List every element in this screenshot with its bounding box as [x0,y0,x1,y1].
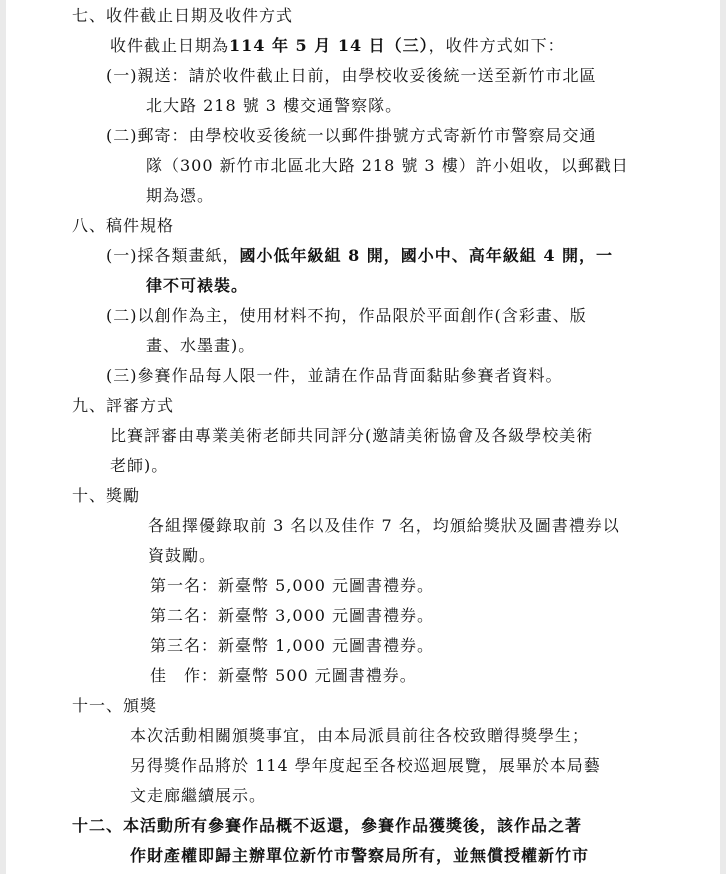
section-8-heading: 八、稿件規格 [72,216,175,235]
paper-prefix: (一)採各類畫紙， [106,246,240,265]
section-7-item-2-line-1: (二)郵寄：由學校收妥後統一以郵件掛號方式寄新竹市警察局交通 [106,126,597,145]
document-page [6,0,720,874]
section-8-item-1-line-1 [106,246,613,266]
section-7-item-1-line-1: (一)親送：請於收件截止日前，由學校收妥後統一送至新竹市北區 [106,66,597,85]
section-12-line-1: 十二、本活動所有參賽作品概不返還，參賽作品獲獎後，該作品之著 [72,816,583,835]
section-11-line-1: 本次活動相關頒獎事宜，由本局派員前往各校致贈得獎學生； [130,726,590,745]
section-7-intro [110,36,565,56]
section-10-heading: 十、獎勵 [72,486,141,505]
section-12-line-2: 作財產權即歸主辦單位新竹市警察局所有，並無償授權新竹市 [130,846,590,865]
paper-size-rule: 國小低年級組 8 開，國小中、高年級組 4 開，一 [239,246,614,265]
prize-third: 第三名：新臺幣 1,000 元圖書禮券。 [150,636,434,655]
section-9-line-1: 比賽評審由專業美術老師共同評分(邀請美術協會及各級學校美術 [110,426,594,445]
section-9-heading: 九、評審方式 [72,396,175,415]
section-11-line-2: 另得獎作品將於 114 學年度起至各校巡迴展覽，展畢於本局藝 [130,756,601,775]
section-9-line-2: 老師)。 [110,456,169,475]
deadline-suffix: ，收件方式如下： [428,36,565,55]
prize-second: 第二名：新臺幣 3,000 元圖書禮券。 [150,606,434,625]
section-8-item-2-line-1: (二)以創作為主，使用材料不拘，作品限於平面創作(含彩畫、版 [106,306,587,325]
section-10-line-2: 資鼓勵。 [148,546,217,565]
section-11-line-3: 文走廊繼續展示。 [130,786,267,805]
deadline-date: 114 年 5 月 14 日（三） [229,36,429,55]
section-8-item-1-line-2: 律不可裱裝。 [146,276,249,295]
section-11-heading: 十一、頒獎 [72,696,158,715]
section-7-heading: 七、收件截止日期及收件方式 [72,6,294,25]
section-8-item-2-line-2: 畫、水墨畫)。 [146,336,256,355]
section-7-item-2-line-3: 期為憑。 [146,186,215,205]
deadline-prefix: 收件截止日期為 [110,36,230,55]
section-7-item-1-line-2: 北大路 218 號 3 樓交通警察隊。 [146,96,403,115]
section-10-line-1: 各組擇優錄取前 3 名以及佳作 7 名，均頒給獎狀及圖書禮券以 [148,516,620,535]
prize-honorable-mention: 佳 作：新臺幣 500 元圖書禮券。 [150,666,417,685]
section-8-item-3: (三)參賽作品每人限一件，並請在作品背面黏貼參賽者資料。 [106,366,563,385]
prize-first: 第一名：新臺幣 5,000 元圖書禮券。 [150,576,434,595]
section-7-item-2-line-2: 隊（300 新竹市北區北大路 218 號 3 樓）許小姐收，以郵戳日 [146,156,629,175]
